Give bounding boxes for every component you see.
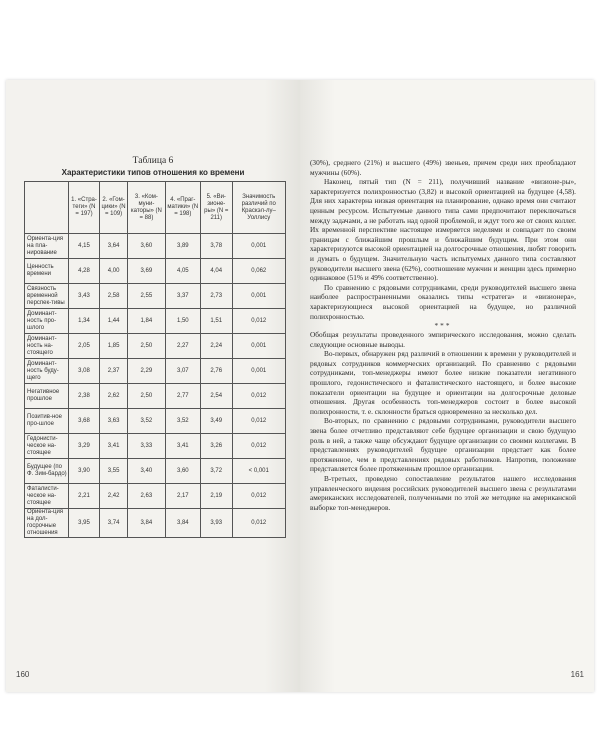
table-caption: Таблица 6 (132, 156, 174, 166)
value-cell: 3,84 (165, 509, 200, 538)
value-cell: 3,89 (165, 234, 200, 259)
value-cell: 3,95 (69, 509, 100, 538)
book-spread (6, 80, 594, 692)
value-cell: 3,74 (100, 509, 128, 538)
table-row (25, 509, 286, 538)
value-cell: 2,55 (128, 284, 165, 309)
page-number: 160 (16, 670, 30, 679)
value-cell: 3,41 (165, 434, 200, 459)
value-cell: 2,19 (200, 484, 232, 509)
value-cell: 3,52 (165, 409, 200, 434)
table-row (25, 434, 286, 459)
right-page (300, 80, 594, 692)
value-cell: 0,012 (232, 384, 285, 409)
value-cell: < 0,001 (232, 459, 285, 484)
row-label-cell: Позитив-ное про-шлое (25, 409, 69, 434)
value-cell: 3,68 (69, 409, 100, 434)
table-row (25, 459, 286, 484)
header-cell: 2. «Гом-цики» (N = 109) (100, 182, 128, 234)
value-cell: 3,37 (165, 284, 200, 309)
table-row (25, 309, 286, 334)
value-cell: 1,84 (128, 309, 165, 334)
value-cell: 2,77 (165, 384, 200, 409)
row-label-cell: Доминант-ность на-стоящего (25, 334, 69, 359)
value-cell: 4,00 (100, 259, 128, 284)
value-cell: 2,50 (128, 334, 165, 359)
value-cell: 4,15 (69, 234, 100, 259)
paragraph: Наконец, пятый тип (N = 211), получивший название «визионе-ры», характеризуется полихронностью (3,82) и высокой ориентацией на будущее (4,58). Для них характерна низкая ориентация на планирование, однако время они считают ценным ресурсом. Испытуемые данного типа сами предпочитают переключаться между задачами, а не работать над одной проблемой, и ждут того же от своих коллег. Их временной перспективе настоящее измеряется неделями и совпадает по своим границам с ближайшим прошлым и ближайшим будущим. При этом они характеризуются высокой ориентацией на долгосрочные отношения, любят говорить и думать о будущем. Значительную часть испытуемых данного типа составляют руководители высшего звена (62%), соотношение мужчин и женщин здесь примерно одинаковое (51% и 49% соответственно). (310, 177, 576, 283)
paragraph: Во-вторых, по сравнению с рядовыми сотрудниками, руководители высшего звена более отчетливо представляют себе будущее организации и свою будущую роль в ней, а также чаще обсуждают будущее организации со своими коллегами. В представлениях руководителей будущее организации предстает как более протяженное, чем в представлениях рядовых работников. Напротив, положение представляется более протяженным прошлое организации. (310, 416, 576, 474)
time-types-table (24, 181, 286, 538)
paragraph: Во-первых, обнаружен ряд различий в отношении к времени у руководителей и рядовых сотрудников коммерческих организаций. По сравнению с рядовыми сотрудниками, топ-менеджеры имеют более низкие показатели негативного прошлого, гедонистического и фаталистического настоящего, и более высокие показатели ориентации на будущее и ориентации на долгосрочные деловые отношения. Другая особенность топ-менеджеров состоит в более высокой полихронности, т. е. склонности браться одновременно за несколько дел. (310, 349, 576, 416)
value-cell: 3,33 (128, 434, 165, 459)
header-cell (25, 182, 69, 234)
value-cell: 3,63 (100, 409, 128, 434)
page-number: 161 (570, 670, 584, 679)
value-cell: 1,51 (200, 309, 232, 334)
value-cell: 3,93 (200, 509, 232, 538)
row-label-cell: Доминант-ность буду-щего (25, 359, 69, 384)
body-text (310, 158, 576, 512)
header-cell: Значимость различий по Краскэл-лу–Уоллису (232, 182, 285, 234)
value-cell: 1,44 (100, 309, 128, 334)
value-cell: 0,001 (232, 334, 285, 359)
value-cell: 2,05 (69, 334, 100, 359)
header-cell: 5. «Ви-зионе-ры» (N = 211) (200, 182, 232, 234)
value-cell: 3,84 (128, 509, 165, 538)
value-cell: 3,43 (69, 284, 100, 309)
row-label-cell: Связность временной перспек-тивы (25, 284, 69, 309)
value-cell: 0,001 (232, 234, 285, 259)
value-cell: 2,58 (100, 284, 128, 309)
value-cell: 4,04 (200, 259, 232, 284)
value-cell: 2,17 (165, 484, 200, 509)
paragraph: Обобщая результаты проведенного эмпирического исследования, можно сделать следующие основные выводы. (310, 330, 576, 349)
value-cell: 2,27 (165, 334, 200, 359)
value-cell: 2,63 (128, 484, 165, 509)
table-row (25, 409, 286, 434)
paragraph: (30%), среднего (21%) и высшего (49%) звеньев, причем среди них преобладают мужчины (60%). (310, 158, 576, 177)
left-page (6, 80, 300, 692)
row-label-cell: Негативное прошлое (25, 384, 69, 409)
value-cell: 3,08 (69, 359, 100, 384)
row-label-cell: Ориента-ция на дол-госрочные отношения (25, 509, 69, 538)
value-cell: 3,26 (200, 434, 232, 459)
header-cell: 1. «Стра-теги» (N = 197) (69, 182, 100, 234)
row-label-cell: Ценность времени (25, 259, 69, 284)
header-cell: 4. «Праг-матики» (N = 198) (165, 182, 200, 234)
value-cell: 1,50 (165, 309, 200, 334)
table-row (25, 384, 286, 409)
table-body (25, 234, 286, 538)
value-cell: 3,69 (128, 259, 165, 284)
row-label-cell: Ориента-ция на пла-нирование (25, 234, 69, 259)
paragraph: В-третьих, проведено сопоставление результатов нашего исследования управленческого видения российских руководителей высшего звена с результатами американских исследователей, полученными по этой же методике на американской выборке топ-менеджеров. (310, 474, 576, 512)
section-separator: *** (434, 321, 452, 331)
value-cell: 2,50 (128, 384, 165, 409)
row-label-cell: Гедонисти-ческое на-стоящее (25, 434, 69, 459)
value-cell: 2,54 (200, 384, 232, 409)
value-cell: 3,40 (128, 459, 165, 484)
value-cell: 2,21 (69, 484, 100, 509)
value-cell: 2,42 (100, 484, 128, 509)
value-cell: 0,012 (232, 409, 285, 434)
value-cell: 2,76 (200, 359, 232, 384)
table-row (25, 284, 286, 309)
table-row (25, 359, 286, 384)
value-cell: 3,29 (69, 434, 100, 459)
value-cell: 3,64 (100, 234, 128, 259)
value-cell: 3,41 (100, 434, 128, 459)
value-cell: 0,062 (232, 259, 285, 284)
value-cell: 0,001 (232, 284, 285, 309)
row-label-cell: Доминант-ность про-шлого (25, 309, 69, 334)
value-cell: 0,012 (232, 309, 285, 334)
value-cell: 0,012 (232, 484, 285, 509)
row-label-cell: Фаталисти-ческое на-стоящее (25, 484, 69, 509)
table-header-row (25, 182, 286, 234)
value-cell: 0,012 (232, 509, 285, 538)
value-cell: 3,78 (200, 234, 232, 259)
value-cell: 4,05 (165, 259, 200, 284)
value-cell: 3,72 (200, 459, 232, 484)
table-title: Характеристики типов отношения ко времени (61, 168, 245, 177)
value-cell: 3,60 (128, 234, 165, 259)
value-cell: 2,62 (100, 384, 128, 409)
table-row (25, 259, 286, 284)
table-row (25, 484, 286, 509)
value-cell: 3,55 (100, 459, 128, 484)
value-cell: 0,012 (232, 434, 285, 459)
value-cell: 2,24 (200, 334, 232, 359)
value-cell: 3,90 (69, 459, 100, 484)
value-cell: 3,60 (165, 459, 200, 484)
value-cell: 2,38 (69, 384, 100, 409)
row-label-cell: Будущее (по Ф. Зим-бардо) (25, 459, 69, 484)
header-cell: 3. «Ком-муни-каторы» (N = 88) (128, 182, 165, 234)
value-cell: 2,73 (200, 284, 232, 309)
value-cell: 2,37 (100, 359, 128, 384)
paragraph: По сравнению с рядовыми сотрудниками, среди руководителей высшего звена наиболее распространенными оказались типы «стратега» и «визионера», характеризующиеся высокой ориентацией на будущее, но различной полихронностью. (310, 282, 576, 321)
value-cell: 1,85 (100, 334, 128, 359)
value-cell: 1,34 (69, 309, 100, 334)
table-row (25, 234, 286, 259)
value-cell: 0,001 (232, 359, 285, 384)
table-row (25, 334, 286, 359)
value-cell: 4,28 (69, 259, 100, 284)
value-cell: 3,49 (200, 409, 232, 434)
value-cell: 3,52 (128, 409, 165, 434)
value-cell: 3,07 (165, 359, 200, 384)
value-cell: 2,29 (128, 359, 165, 384)
